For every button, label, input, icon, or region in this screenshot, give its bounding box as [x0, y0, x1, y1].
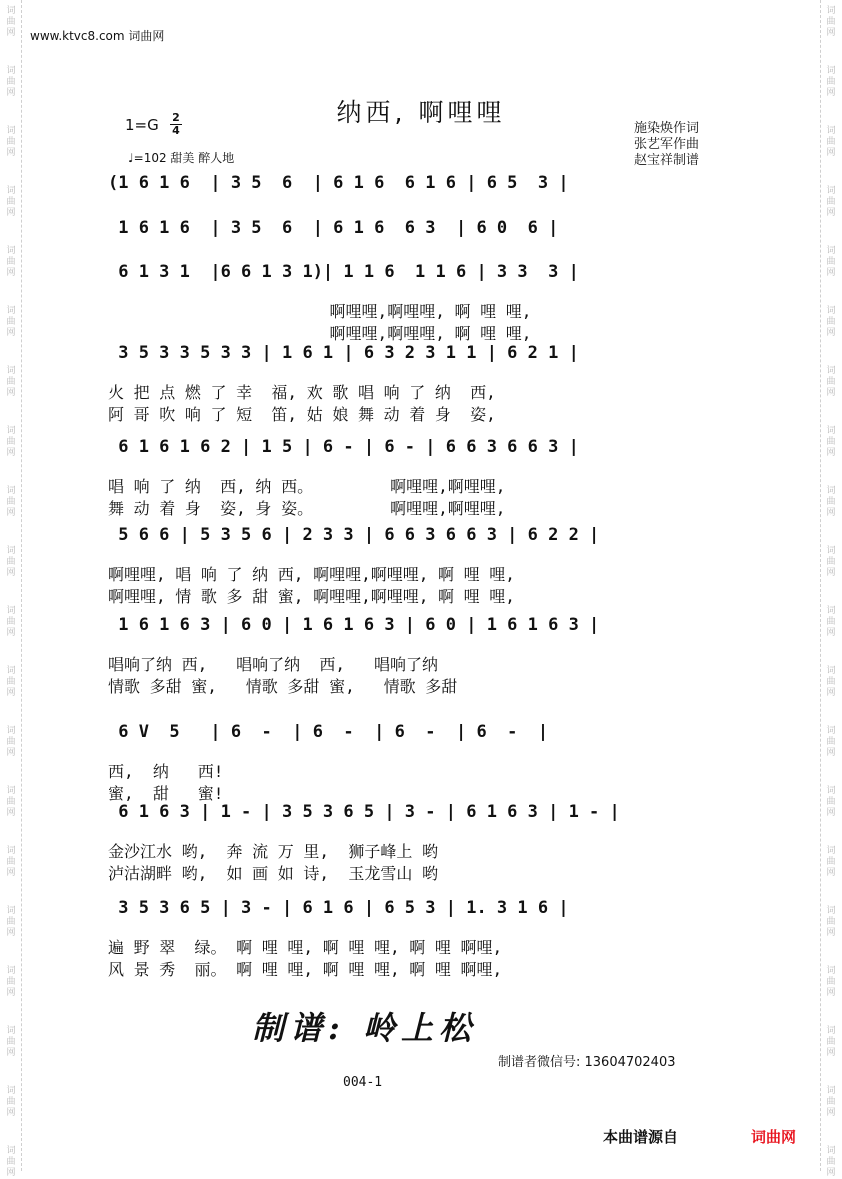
watermark-text: 词 曲 网: [826, 246, 836, 278]
time-signature: [170, 113, 182, 136]
lyric-line: 蜜, 甜 蜜!: [108, 784, 224, 803]
engraver-signature: 制谱: 岭上松: [252, 1009, 477, 1047]
watermark-text: 词 曲 网: [6, 426, 16, 458]
lyric-line: 泸沽湖畔 哟, 如 画 如 诗, 玉龙雪山 哟: [108, 864, 438, 883]
watermark-text: 词 曲 网: [826, 606, 836, 638]
watermark-text: 词 曲 网: [6, 966, 16, 998]
watermark-text: 词 曲 网: [826, 846, 836, 878]
lyric-line: 唱 响 了 纳 西, 纳 西。 啊哩哩,啊哩哩,: [108, 477, 506, 496]
watermark-text: 词 曲 网: [826, 1026, 836, 1058]
lyric-line: 遍 野 翠 绿。 啊 哩 哩, 啊 哩 哩, 啊 哩 啊哩,: [108, 938, 503, 957]
lyric-line: 风 景 秀 丽。 啊 哩 哩, 啊 哩 哩, 啊 哩 啊哩,: [108, 960, 503, 979]
watermark-text: 词 曲 网: [826, 66, 836, 98]
lyric-line: 啊哩哩,啊哩哩, 啊 哩 哩,: [108, 324, 532, 343]
watermark-text: 词 曲 网: [6, 486, 16, 518]
lyric-line: 阿 哥 吹 响 了 短 笛, 姑 娘 舞 动 着 身 姿,: [108, 405, 496, 424]
lyric-line: 唱响了纳 西, 唱响了纳 西, 唱响了纳: [108, 655, 438, 674]
watermark-text: 词 曲 网: [6, 66, 16, 98]
notation-line: 1 6 1 6 3 | 6 0 | 1 6 1 6 3 | 6 0 | 1 6 1 6 3 |: [108, 615, 600, 635]
lyric-line: 西, 纳 西!: [108, 762, 224, 781]
watermark-text: 词 曲 网: [6, 606, 16, 638]
lyric-line: 金沙江水 哟, 奔 流 万 里, 狮子峰上 哟: [108, 842, 438, 861]
watermark-text: 词 曲 网: [6, 1026, 16, 1058]
watermark-text: 词 曲 网: [6, 366, 16, 398]
watermark-text: 词 曲 网: [826, 426, 836, 458]
notation-line: 6 1 6 3 | 1 - | 3 5 3 6 5 | 3 - | 6 1 6 3 | 1 - |: [108, 802, 620, 822]
page-number: 004-1: [343, 1075, 383, 1090]
watermark-text: 词 曲 网: [6, 906, 16, 938]
watermark-text: 词 曲 网: [6, 6, 16, 38]
watermark-text: 词 曲 网: [6, 726, 16, 758]
watermark-text: 词 曲 网: [826, 546, 836, 578]
watermark-text: 词 曲 网: [826, 6, 836, 38]
source-label: 本曲谱源自: [603, 1128, 679, 1146]
meter-top: 2: [172, 111, 180, 124]
notation-line: (1 6 1 6 | 3 5 6 | 6 1 6 6 1 6 | 6 5 3 |: [108, 173, 569, 193]
lyric-line: 舞 动 着 身 姿, 身 姿。 啊哩哩,啊哩哩,: [108, 499, 506, 518]
watermark-text: 词 曲 网: [6, 666, 16, 698]
credits: [634, 121, 699, 169]
lyric-line: 啊哩哩, 唱 响 了 纳 西, 啊哩哩,啊哩哩, 啊 哩 哩,: [108, 565, 515, 584]
watermark-text: 词 曲 网: [826, 786, 836, 818]
meter-bottom: 4: [172, 124, 180, 137]
notation-line: 1 6 1 6 | 3 5 6 | 6 1 6 6 3 | 6 0 6 |: [108, 218, 559, 238]
notation-line: 3 5 3 3 5 3 3 | 1 6 1 | 6 3 2 3 1 1 | 6 2 1 |: [108, 343, 579, 363]
watermark-text: 词 曲 网: [6, 306, 16, 338]
watermark-text: 词 曲 网: [826, 666, 836, 698]
notation-line: 3 5 3 6 5 | 3 - | 6 1 6 | 6 5 3 | 1. 3 1 6 |: [108, 898, 569, 918]
song-title: 纳西, 啊哩哩: [336, 98, 506, 127]
watermark-text: 词 曲 网: [826, 906, 836, 938]
lyric-line: 情歌 多甜 蜜, 情歌 多甜 蜜, 情歌 多甜: [108, 677, 458, 696]
watermark-text: 词 曲 网: [826, 186, 836, 218]
watermark-text: 词 曲 网: [826, 966, 836, 998]
watermark-text: 词 曲 网: [826, 126, 836, 158]
brand-link[interactable]: 词曲网: [751, 1128, 797, 1146]
notation-line: 6 1 6 1 6 2 | 1 5 | 6 - | 6 - | 6 6 3 6 6 3 |: [108, 437, 579, 457]
notation-line: 6 V 5 | 6 - | 6 - | 6 - | 6 - |: [108, 722, 549, 742]
tempo-marking: ♩=102 甜美 醉人地: [128, 151, 235, 165]
watermark-text: 词 曲 网: [6, 786, 16, 818]
watermark-text: 词 曲 网: [826, 726, 836, 758]
watermark-text: 词 曲 网: [6, 1086, 16, 1118]
lyric-line: 啊哩哩, 情 歌 多 甜 蜜, 啊哩哩,啊哩哩, 啊 哩 哩,: [108, 587, 515, 606]
watermark-text: 词 曲 网: [826, 306, 836, 338]
lyric-line: 火 把 点 燃 了 幸 福, 欢 歌 唱 响 了 纳 西,: [108, 383, 496, 402]
key-signature: 1=G: [125, 116, 159, 134]
watermark-text: 词 曲 网: [6, 186, 16, 218]
engraver-credit: 赵宝祥制谱: [634, 153, 700, 168]
watermark-text: 词 曲 网: [6, 846, 16, 878]
watermark-text: 词 曲 网: [6, 1146, 16, 1178]
lyric-line: 啊哩哩,啊哩哩, 啊 哩 哩,: [108, 302, 532, 321]
notation-line: 6 1 3 1 |6 6 1 3 1)| 1 1 6 1 1 6 | 3 3 3 |: [108, 262, 579, 282]
notation-line: 5 6 6 | 5 3 5 6 | 2 3 3 | 6 6 3 6 6 3 | 6 2 2 |: [108, 525, 600, 545]
watermark-text: 词 曲 网: [6, 246, 16, 278]
lyricist-credit: 施染焕作词: [634, 121, 700, 136]
watermark-text: 词 曲 网: [6, 546, 16, 578]
watermark-text: 词 曲 网: [826, 486, 836, 518]
watermark-text: 词 曲 网: [6, 126, 16, 158]
watermark-text: 词 曲 网: [826, 366, 836, 398]
wechat-contact: 制谱者微信号: 13604702403: [498, 1055, 676, 1070]
composer-credit: 张艺军作曲: [634, 137, 700, 152]
site-header[interactable]: www.ktvc8.com 词曲网: [30, 29, 165, 43]
watermark-text: 词 曲 网: [826, 1146, 836, 1178]
watermark-text: 词 曲 网: [826, 1086, 836, 1118]
